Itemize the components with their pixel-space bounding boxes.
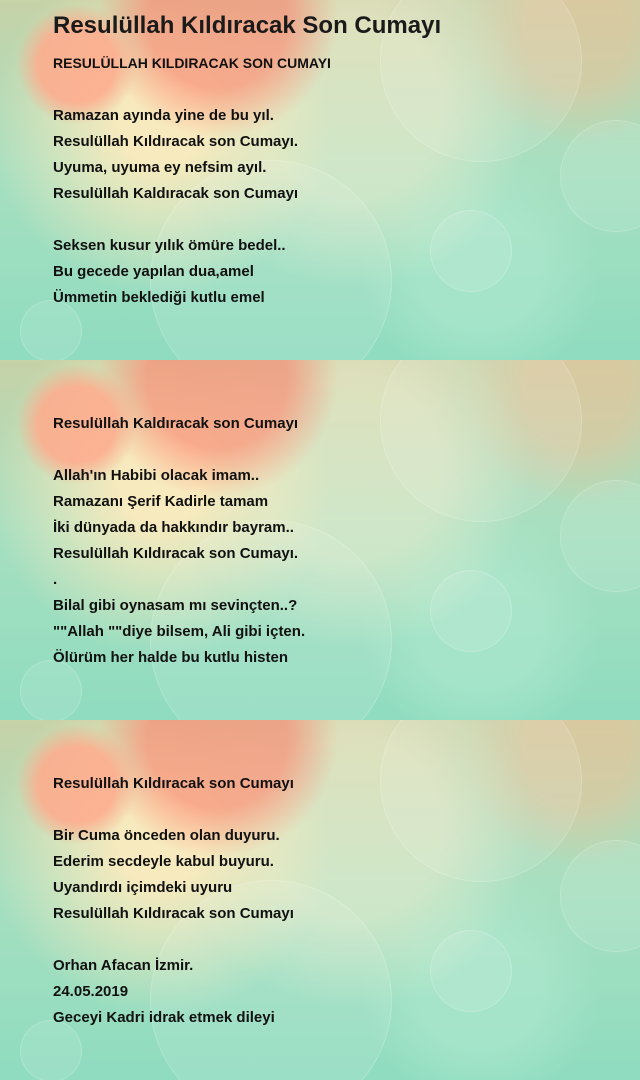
poem-line: Resulüllah Kıldıracak son Cumayı.: [53, 133, 299, 150]
poem-subtitle: RESULÜLLAH KILDIRACAK SON CUMAYI: [53, 55, 331, 71]
poem-line: Ümmetin beklediği kutlu emel: [53, 289, 265, 306]
poem-line: Uyuma, uyuma ey nefsim ayıl.: [53, 159, 267, 176]
poem-line: Geceyi Kadri idrak etmek dileyi: [53, 1009, 275, 1026]
poem-line: Bu gecede yapılan dua,amel: [53, 263, 254, 280]
page-title: Resulüllah Kıldıracak Son Cumayı: [53, 12, 442, 39]
poem-line: Uyandırdı içimdeki uyuru: [53, 879, 233, 896]
poem-line: Resulüllah Kıldıracak son Cumayı: [53, 775, 294, 792]
poem-line: Ölürüm her halde bu kutlu histen: [53, 649, 289, 666]
poem-line: Ederim secdeyle kabul buyuru.: [53, 853, 274, 870]
poem-line: Allah'ın Habibi olacak imam..: [53, 467, 260, 484]
poem-panel-3: [0, 720, 640, 1080]
poem-line: Resulüllah Kıldıracak son Cumayı: [53, 905, 294, 922]
poem-panel-1: [0, 0, 640, 360]
poem-panel-2: [0, 360, 640, 720]
poem-line: Resulüllah Kıldıracak son Cumayı.: [53, 545, 299, 562]
poem-line: İki dünyada da hakkındır bayram..: [53, 519, 294, 536]
poem-line: .: [53, 571, 58, 588]
poem-line: Resulüllah Kaldıracak son Cumayı: [53, 415, 299, 432]
poem-author: Orhan Afacan İzmir.: [53, 957, 194, 974]
poem-line: Ramazanı Şerif Kadirle tamam: [53, 493, 269, 510]
poem-line: Seksen kusur yılık ömüre bedel..: [53, 237, 286, 254]
poem-line: ""Allah ""diye bilsem, Ali gibi içten.: [53, 623, 306, 640]
poem-line: Ramazan ayında yine de bu yıl.: [53, 107, 274, 124]
poem-line: Resulüllah Kaldıracak son Cumayı: [53, 185, 299, 202]
poem-date: 24.05.2019: [53, 983, 129, 1000]
poem-line: Bilal gibi oynasam mı sevinçten..?: [53, 597, 298, 614]
poem-line: Bir Cuma önceden olan duyuru.: [53, 827, 280, 844]
